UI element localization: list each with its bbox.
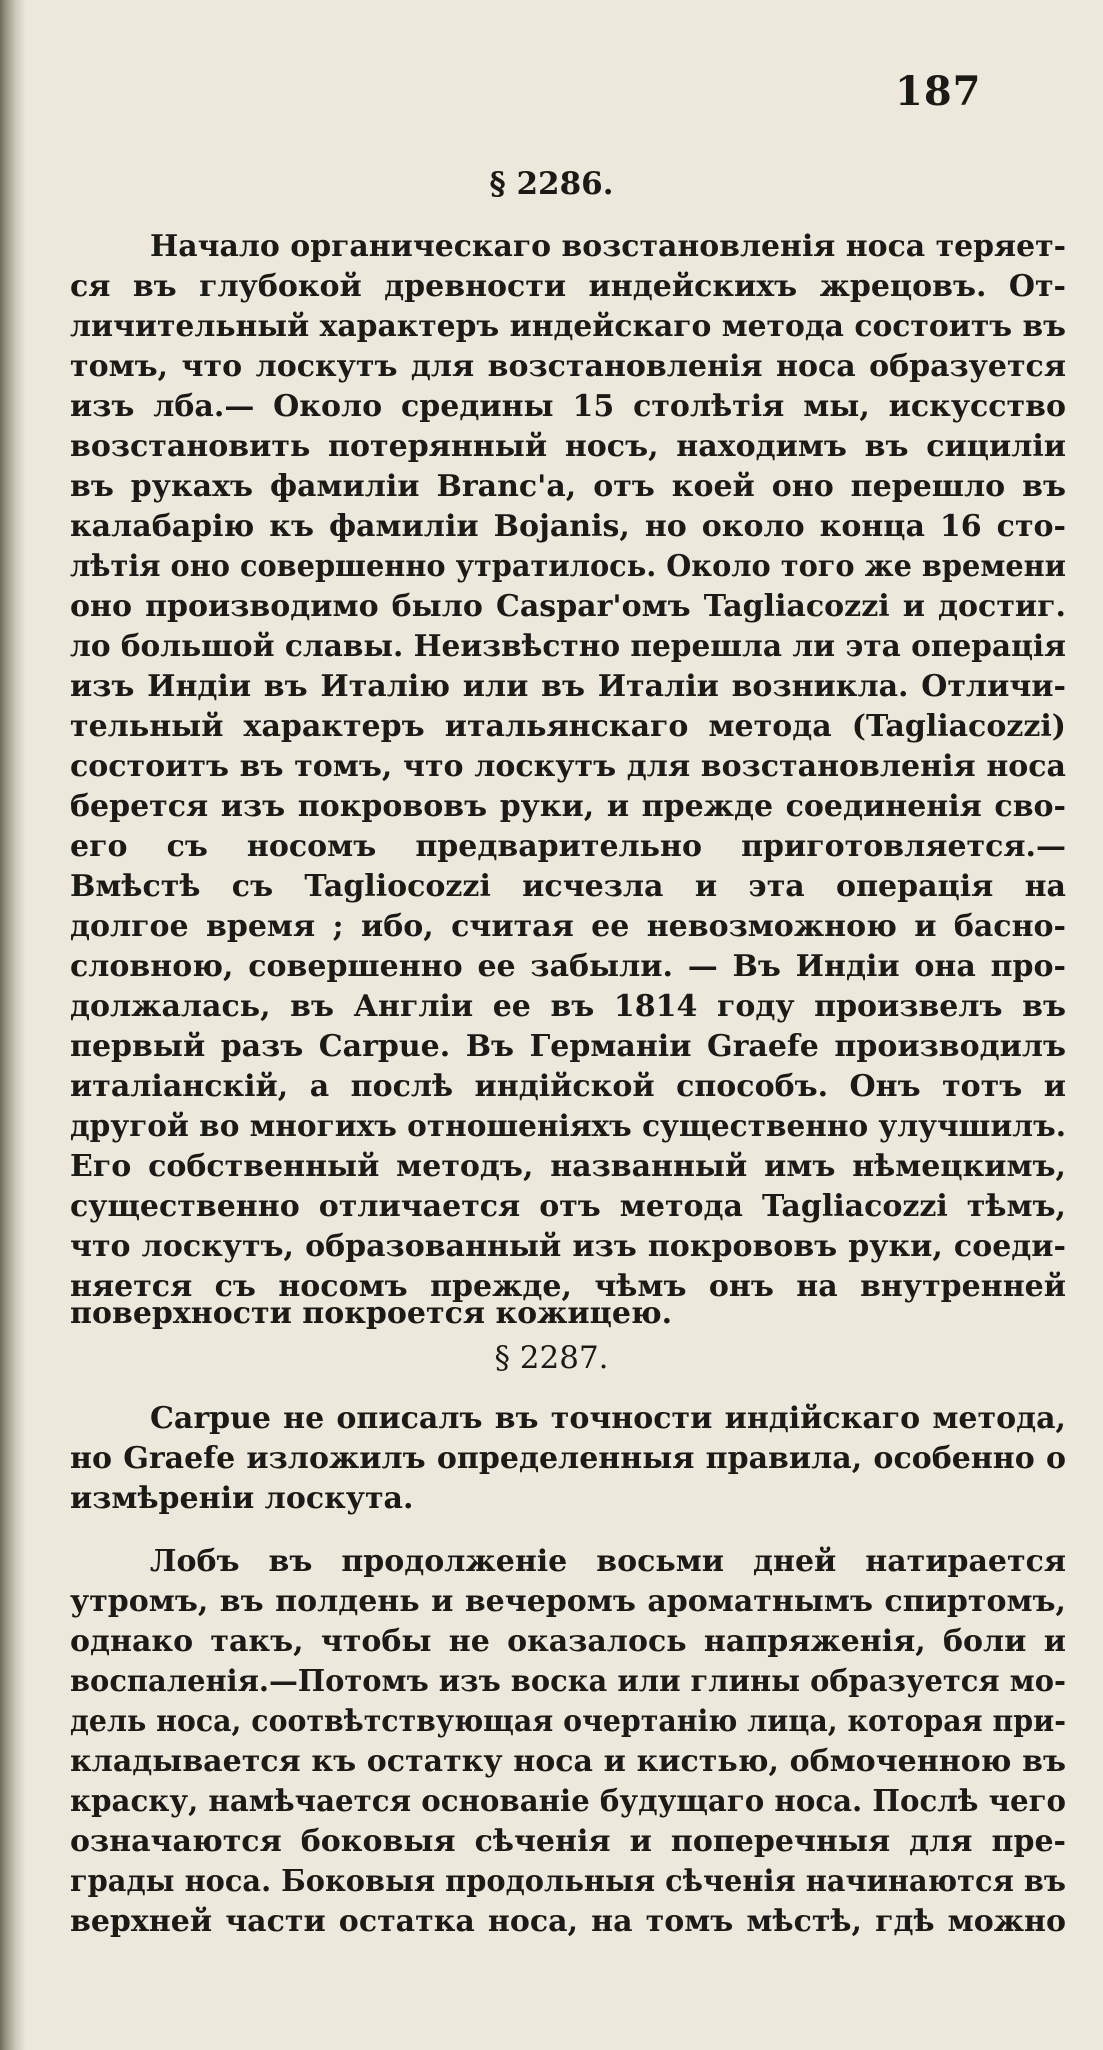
text-line: Начало органическаго возстановленія носа теряет- — [150, 229, 1067, 264]
text-line: словною, совершенно ее забыли. — Въ Индіи она про- — [70, 949, 1066, 984]
text-line: поверхности покроется кожицею. — [70, 1296, 673, 1331]
text-line: кладывается къ остатку носа и кистью, обмоченною въ — [70, 1744, 1066, 1779]
text-line: ло большой славы. Неизвѣстно перешла ли эта операція — [70, 629, 1066, 664]
text-line: другой во многихъ отношеніяхъ существенно улучшилъ. — [70, 1109, 1067, 1144]
text-line: измѣреніи лоскута. — [70, 1481, 414, 1516]
text-line: однако такъ, чтобы не оказалось напряженія, боли и — [70, 1624, 1066, 1659]
page-number: 187 — [895, 68, 982, 115]
text-line: италіанскій, а послѣ индійской способъ. Онъ тотъ и — [70, 1069, 1066, 1104]
text-line: калабарію къ фамиліи Bojanis, но около конца 16 сто- — [70, 509, 1066, 544]
section-heading-2286: § 2286. — [489, 166, 614, 202]
text-line: Carpue не описалъ въ точности индійскаго метода, — [150, 1401, 1066, 1436]
text-line: верхней части остатка носа, на томъ мѣстѣ, гдѣ можно — [70, 1904, 1066, 1939]
text-line: ся въ глубокой древности индейскихъ жрецовъ. От- — [70, 269, 1066, 304]
text-line: но Graefe изложилъ определенныя правила, особенно о — [70, 1441, 1066, 1476]
text-line: первый разъ Carpue. Въ Германіи Graefe производилъ — [70, 1029, 1066, 1064]
section-heading-2287: § 2287. — [494, 1340, 609, 1376]
text-line: утромъ, въ полдень и вечеромъ ароматнымъ спиртомъ, — [70, 1584, 1066, 1619]
text-line: въ рукахъ фамиліи Branc'a, отъ коей оно перешло въ — [70, 469, 1066, 504]
text-line: изъ Индіи въ Италію или въ Италіи возникла. Отличи- — [70, 669, 1066, 704]
text-line: краску, намѣчается основаніе будущаго носа. Послѣ чего — [70, 1784, 1066, 1819]
text-line: должалась, въ Англіи ее въ 1814 году произвелъ въ — [70, 989, 1066, 1024]
text-line: личительный характеръ индейскаго метода состоитъ въ — [70, 309, 1066, 344]
text-line: грады носа. Боковыя продольныя сѣченія начинаются въ — [70, 1864, 1066, 1899]
text-line: возстановить потерянный носъ, находимъ въ сицилiи — [70, 429, 1066, 464]
text-line: Его собственный методъ, названный имъ нѣмецкимъ, — [70, 1149, 1066, 1184]
text-line: долгое время ; ибо, считая ее невозможною и басно- — [70, 909, 1066, 944]
text-line: означаются боковыя сѣченія и поперечныя для пре- — [70, 1824, 1066, 1859]
text-line: что лоскутъ, образованный изъ покрововъ руки, соеди- — [70, 1229, 1066, 1264]
text-line: его съ носомъ предварительно приготовляется.— — [70, 829, 1066, 864]
text-line: воспаленія.—Потомъ изъ воска или глины образуется мо- — [70, 1664, 1067, 1699]
text-line: берется изъ покрововъ руки, и прежде соединенія сво- — [70, 789, 1066, 824]
text-line: Вмѣстѣ съ Tagliocozzi исчезла и эта операція на — [70, 869, 1066, 904]
text-line: Лобъ въ продолженіе восьми дней натирается — [150, 1544, 1066, 1579]
text-line: состоитъ въ томъ, что лоскутъ для возстановленія носа — [70, 749, 1066, 784]
text-line: оно производимо было Caspar'омъ Tagliacozzi и достиг. — [70, 589, 1066, 624]
text-line: тельный характеръ итальянскаго метода (Tagliacozzi) — [70, 709, 1066, 744]
text-line: изъ лба.— Около средины 15 столѣтія мы, искусство — [70, 389, 1066, 424]
text-line: лѣтія оно совершенно утратилось. Около того же времени — [70, 549, 1067, 584]
text-line: томъ, что лоскутъ для возстановленія носа образуется — [70, 349, 1066, 384]
text-line: дель носа, соотвѣтствующая очертанію лица, которая при- — [70, 1704, 1066, 1739]
text-line: существенно отличается отъ метода Tagliacozzi тѣмъ, — [70, 1189, 1066, 1224]
text-line: няется съ носомъ прежде, чѣмъ онъ на внутренней — [70, 1269, 1066, 1304]
